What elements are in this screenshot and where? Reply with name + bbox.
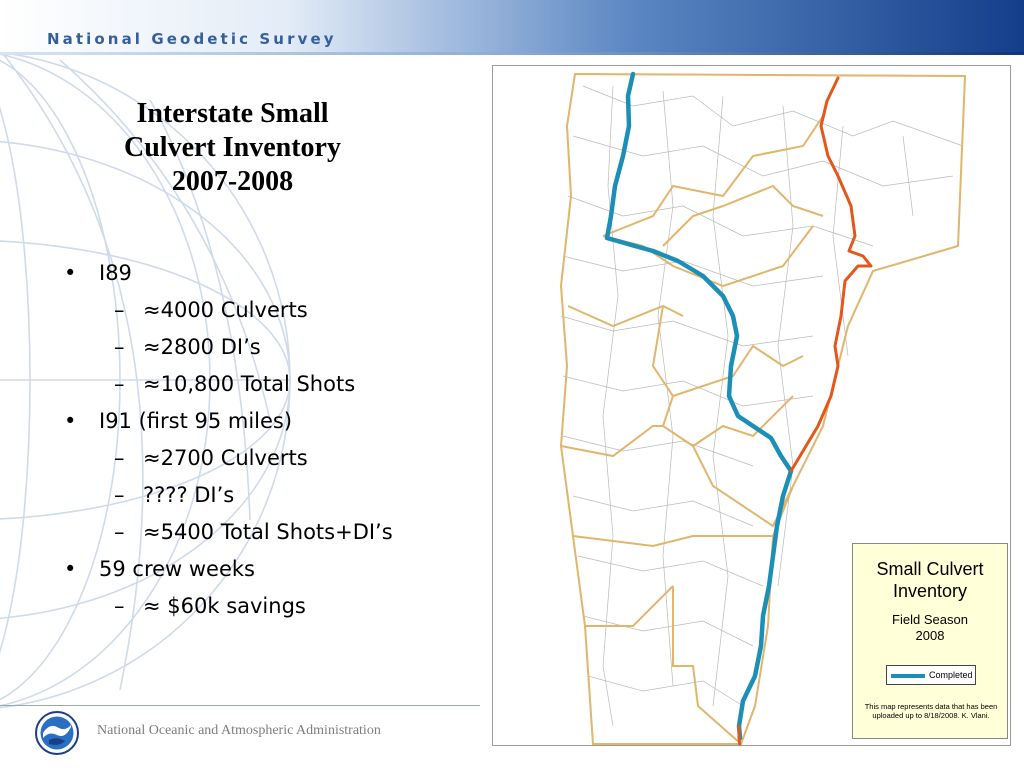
completed-swatch xyxy=(891,674,925,678)
slide-title-line: Culvert Inventory xyxy=(124,132,341,163)
bullet-item xyxy=(64,407,484,444)
header-title: National Geodetic Survey xyxy=(47,30,337,48)
bullet-list xyxy=(64,259,484,629)
i91-route-remaining-south xyxy=(739,726,740,746)
slide-title-line: 2007-2008 xyxy=(171,166,294,197)
bullet-text: 59 crew weeks xyxy=(99,557,256,581)
footer-divider xyxy=(0,705,480,706)
bullet-item xyxy=(64,259,484,296)
completed-label: Completed xyxy=(929,670,973,680)
sub-bullet-text: ≈2800 DI’s xyxy=(143,335,261,359)
sub-bullet-text: ≈4000 Culverts xyxy=(143,298,308,322)
bullet-marker: • xyxy=(64,409,77,433)
noaa-logo-icon xyxy=(35,711,79,755)
legend-title xyxy=(853,558,1007,602)
sub-bullet-marker: – xyxy=(114,594,125,618)
sub-bullet-item xyxy=(64,481,484,518)
sub-bullet-text: ≈2700 Culverts xyxy=(143,446,308,470)
sub-bullet-text: ≈10,800 Total Shots xyxy=(143,372,356,396)
bullet-marker: • xyxy=(64,261,77,285)
sub-bullet-item xyxy=(64,444,484,481)
sub-bullet-item xyxy=(64,592,484,629)
legend-title-line: Small Culvert xyxy=(876,559,984,579)
sub-bullet-text: ???? DI’s xyxy=(143,483,235,507)
legend-season-line: 2008 xyxy=(915,628,945,643)
map-legend xyxy=(852,543,1008,739)
slide-title-line: Interstate Small xyxy=(136,98,329,129)
sub-bullet-marker: – xyxy=(114,335,125,359)
sub-bullet-text: ≈ $60k savings xyxy=(143,594,306,618)
sub-bullet-marker: – xyxy=(114,520,125,544)
legend-note: This map represents data that has been uploaded up to 8/18/2008. K. Vlani. xyxy=(864,702,998,720)
bullet-text: I89 xyxy=(99,261,132,285)
sub-bullet-marker: – xyxy=(114,372,125,396)
bullet-text: I91 (first 95 miles) xyxy=(99,409,293,433)
sub-bullet-marker: – xyxy=(114,298,125,322)
slide-title xyxy=(60,97,405,199)
header-band xyxy=(0,0,1024,55)
sub-bullet-item xyxy=(64,333,484,370)
sub-bullet-item xyxy=(64,370,484,407)
sub-bullet-item xyxy=(64,518,484,555)
bullet-marker: • xyxy=(64,557,77,581)
vermont-culvert-map xyxy=(492,65,1011,746)
bullet-item xyxy=(64,555,484,592)
legend-key xyxy=(886,665,976,685)
legend-title-line: Inventory xyxy=(892,581,968,601)
legend-season-line: Field Season xyxy=(892,612,968,627)
sub-bullet-text: ≈5400 Total Shots+DI’s xyxy=(143,520,393,544)
i91-route-remaining xyxy=(791,78,871,471)
legend-season xyxy=(853,612,1007,644)
sub-bullet-item xyxy=(64,296,484,333)
footer-agency-name: National Oceanic and Atmospheric Administration xyxy=(97,723,381,738)
sub-bullet-marker: – xyxy=(114,483,125,507)
sub-bullet-marker: – xyxy=(114,446,125,470)
